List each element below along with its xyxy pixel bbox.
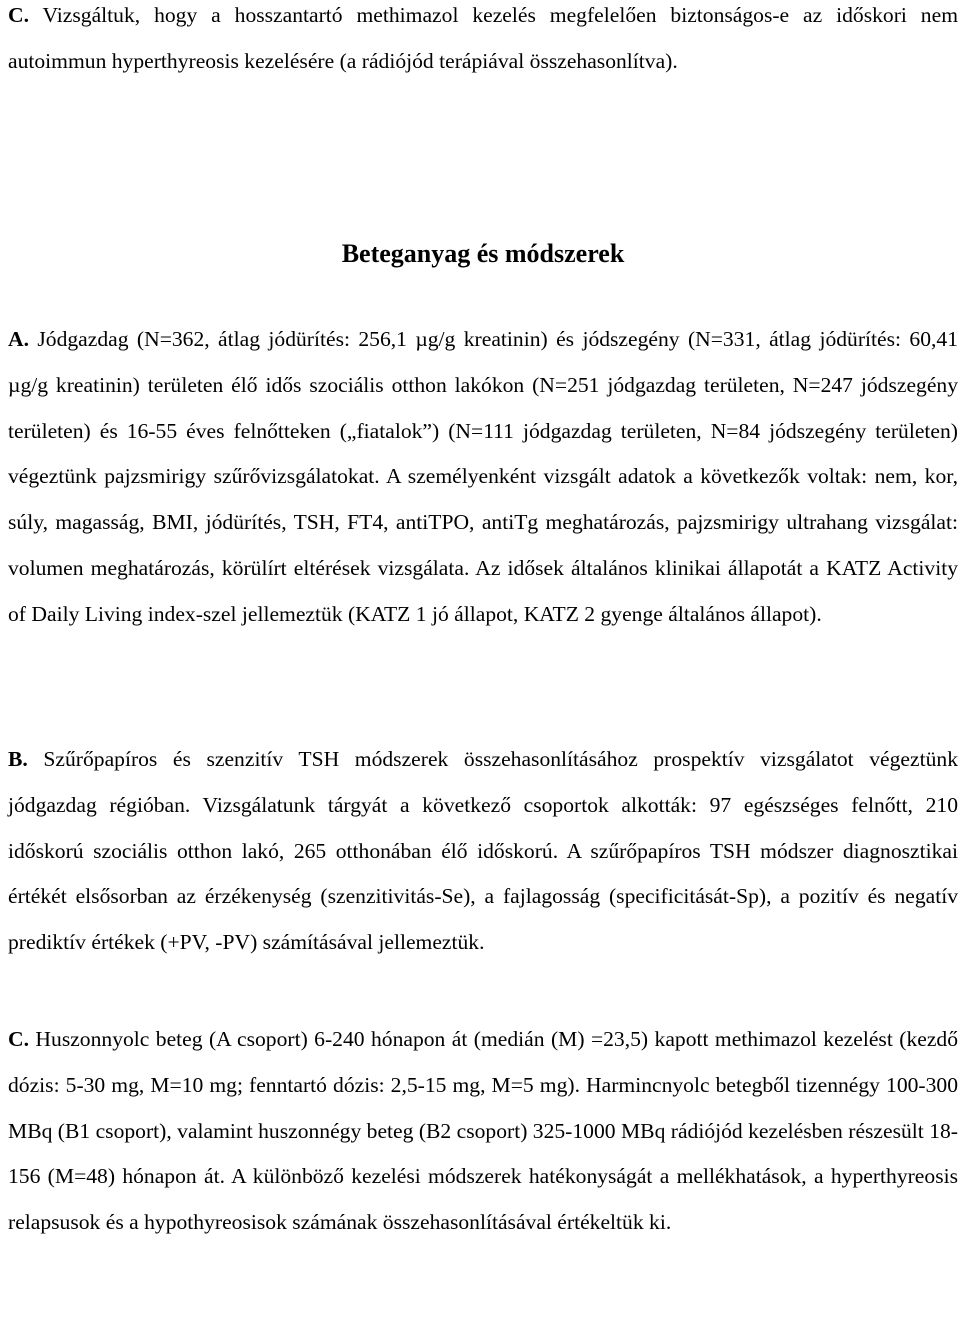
intro-label: C.: [8, 3, 29, 27]
section-c-paragraph: [8, 1017, 958, 1246]
section-b-text: Szűrőpapíros és szenzitív TSH módszerek összehasonlításához prospektív vizsgálatot végeztünk jódgazdag régióban. Vizsgálatunk tárgyát a következő csoportok alkották: 97 egészséges felnőtt, 210 időskorú szociális otthon lakó, 265 otthonában élő időskorú. A szűrőpapíros TSH módszer diagnosztikai értékét elsősorban az érzékenység (szenzitivitás-Se), a fajlagosság (specificitását-Sp), a pozitív és negatív prediktív értékek (+PV, -PV) számításával jellemeztük.: [8, 747, 958, 955]
section-a-text: Jódgazdag (N=362, átlag jódürítés: 256,1 µg/g kreatinin) és jódszegény (N=331, átlag jódürítés: 60,41 µg/g kreatinin) területen élő idős szociális otthon lakókon (N=251 jódgazdag területen, N=247 jódszegény területen) és 16-55 éves felnőtteken („fiatalok”) (N=111 jódgazdag területen, N=84 jódszegény területen) végeztünk pajzsmirigy szűrővizsgálatokat. A személyenként vizsgált adatok a következők voltak: nem, kor, súly, magasság, BMI, jódürítés, TSH, FT4, antiTPO, antiTg meghatározás, pajzsmirigy ultrahang vizsgálat: volumen meghatározás, körülírt eltérések vizsgálata. Az idősek általános klinikai állapotát a KATZ Activity of Daily Living index-szel jellemeztük (KATZ 1 jó állapot, KATZ 2 gyenge általános állapot).: [8, 327, 958, 626]
section-c-text: Huszonnyolc beteg (A csoport) 6-240 hónapon át (medián (M) =23,5) kapott methimazol kezelést (kezdő dózis: 5-30 mg, M=10 mg; fenntartó dózis: 2,5-15 mg, M=5 mg). Harmincnyolc betegből tizennégy 100-300 MBq (B1 csoport), valamint huszonnégy beteg (B2 csoport) 325-1000 MBq rádiójód kezelésben részesült 18-156 (M=48) hónapon át. A különböző kezelési módszerek hatékonyságát a mellékhatások, a hyperthyreosis relapsusok és a hypothyreosisok számának összehasonlításával értékeltük ki.: [8, 1027, 958, 1235]
section-b-paragraph: [8, 737, 958, 966]
section-a-paragraph: [8, 317, 958, 638]
intro-paragraph: [8, 0, 958, 85]
section-b-label: B.: [8, 747, 28, 771]
section-c-label: C.: [8, 1027, 29, 1051]
section-a-label: A.: [8, 327, 29, 351]
section-heading: Beteganyag és módszerek: [341, 239, 625, 268]
intro-text: Vizsgáltuk, hogy a hosszantartó methimazol kezelés megfelelően biztonságos-e az időskori nem autoimmun hyperthyreosis kezelésére (a rádiójód terápiával összehasonlítva).: [8, 3, 958, 73]
